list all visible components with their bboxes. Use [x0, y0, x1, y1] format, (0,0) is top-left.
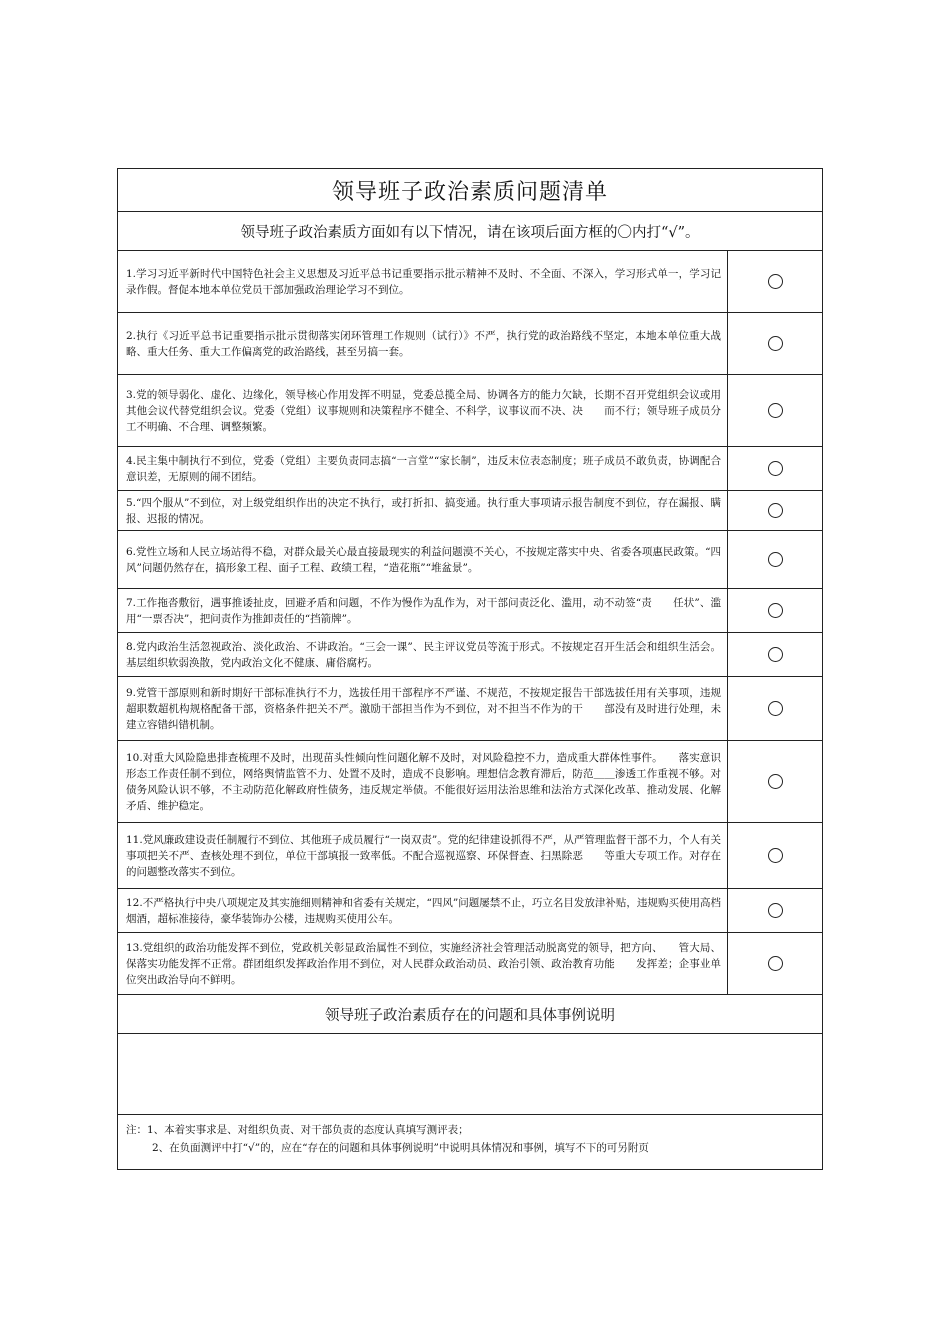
checklist-item-text: 6.党性立场和人民立场站得不稳，对群众最关心最直接最现实的利益问题漠不关心，不按规定落实中央、省委各项惠民政策。“四风”问题仍然存在，搞形象工程、面子工程、政绩工程，“造花瓶”“堆盆景”。	[126, 545, 721, 574]
checkbox-cell	[728, 251, 822, 312]
section-title: 领导班子政治素质存在的问题和具体事例说明	[325, 1007, 615, 1024]
checklist-item-5	[118, 491, 822, 531]
note-line-2: 2、在负面测评中打“√”的，应在“存在的问题和具体事例说明”中说明具体情况和事例，填写不下的可另附页	[152, 1142, 649, 1154]
checkbox-cell	[728, 889, 822, 932]
checkbox-cell	[728, 633, 822, 676]
check-circle-icon[interactable]	[768, 903, 783, 918]
check-circle-icon[interactable]	[768, 503, 783, 518]
checklist-item-1	[118, 251, 822, 313]
checklist-item-6	[118, 531, 822, 589]
checkbox-cell	[728, 375, 822, 446]
check-circle-icon[interactable]	[768, 336, 783, 351]
checklist-item-text: 8.党内政治生活忽视政治、淡化政治、不讲政治。“三会一课”、民主评议党员等流于形式。不按规定召开生活会和组织生活会。基层组织软弱涣散，党内政治文化不健康、庸俗腐朽。	[126, 640, 721, 669]
check-circle-icon[interactable]	[768, 647, 783, 662]
checklist-item-cell	[118, 313, 728, 374]
section-header-row	[118, 995, 822, 1034]
check-circle-icon[interactable]	[768, 956, 783, 971]
instruction-row	[118, 212, 822, 251]
checklist-item-text: 7.工作拖沓敷衍，遇事推诿扯皮，回避矛盾和问题，不作为慢作为乱作为，对干部问责泛化、滥用，动不动签“责 任状”、滥用“一票否决”，把问责作为推卸责任的“挡箭牌”。	[126, 596, 721, 625]
problem-description-area[interactable]	[118, 1034, 822, 1115]
checkbox-cell	[728, 491, 822, 530]
checklist-item-4	[118, 447, 822, 491]
checklist-item-cell	[118, 251, 728, 312]
checkbox-cell	[728, 589, 822, 632]
check-circle-icon[interactable]	[768, 274, 783, 289]
checkbox-cell	[728, 531, 822, 588]
check-circle-icon[interactable]	[768, 403, 783, 418]
problem-list-form	[117, 168, 823, 1170]
checklist-item-cell	[118, 375, 728, 446]
checklist-item-text: 4.民主集中制执行不到位，党委（党组）主要负责同志搞“一言堂”“家长制”，违反末位表态制度；班子成员不敢负责，协调配合意识差，无原则的闹不团结。	[126, 454, 721, 483]
check-circle-icon[interactable]	[768, 701, 783, 716]
checklist-item-9	[118, 677, 822, 741]
instruction-text: 领导班子政治素质方面如有以下情况，请在该项后面方框的〇内打“√”。	[240, 224, 700, 241]
notes	[118, 1115, 822, 1169]
checkbox-cell	[728, 313, 822, 374]
page-title: 领导班子政治素质问题清单	[331, 179, 608, 205]
checklist-item-text: 3.党的领导弱化、虚化、边缘化，领导核心作用发挥不明显，党委总揽全局、协调各方的能力欠缺，长期不召开党组织会议或用其他会议代替党组织会议。党委（党组）议事规则和决策程序不健全、不科学，议事议而不决、决 而不行；领导班子成员分工不明确、不合理、调整频繁。	[126, 388, 721, 433]
checklist-item-cell	[118, 677, 728, 740]
checklist-item-cell	[118, 531, 728, 588]
checkbox-cell	[728, 447, 822, 490]
checklist-item-text: 11.党风廉政建设责任制履行不到位、其他班子成员履行“一岗双责”。党的纪律建设抓得不严，从严管理监督干部不力，个人有关事项把关不严、查核处理不到位，单位干部填报一致率低。不配合巡视巡察、环保督查、扫黑除恶 等重大专项工作。对存在的问题整改落实不到位。	[126, 833, 721, 878]
checkbox-cell	[728, 823, 822, 888]
checklist-item-7	[118, 589, 822, 633]
check-circle-icon[interactable]	[768, 603, 783, 618]
note-line-1: 注：1、本着实事求是、对组织负责、对干部负责的态度认真填写测评表；	[126, 1124, 469, 1136]
checkbox-cell	[728, 677, 822, 740]
title-row	[118, 169, 822, 212]
checklist-item-text: 1.学习习近平新时代中国特色社会主义思想及习近平总书记重要指示批示精神不及时、不全面、不深入，学习形式单一，学习记录作假。督促本地本单位党员干部加强政治理论学习不到位。	[126, 267, 721, 296]
checklist-item-cell	[118, 589, 728, 632]
checklist-item-2	[118, 313, 822, 375]
checklist-item-text: 13.党组织的政治功能发挥不到位，党政机关彰显政治属性不到位，实施经济社会管理活动脱离党的领导，把方向、 管大局、保落实功能发挥不正常。群团组织发挥政治作用不到位，对人民群众政治动员、政治引领、政治教育功能 发挥差；企事业单位突出政治导向不鲜明。	[126, 941, 721, 986]
checkbox-cell	[728, 933, 822, 994]
checklist-item-10	[118, 741, 822, 823]
checklist-item-13	[118, 933, 822, 995]
checklist-item-12	[118, 889, 822, 933]
checkbox-cell	[728, 741, 822, 822]
checklist-item-cell	[118, 633, 728, 676]
checklist-item-11	[118, 823, 822, 889]
checklist-item-cell	[118, 741, 728, 822]
checklist-item-text: 10.对重大风险隐患排查梳理不及时，出现苗头性倾向性问题化解不及时，对风险稳控不力，造成重大群体性事件。 落实意识形态工作责任制不到位，网络舆情监管不力、处置不及时，造成不良影响。理想信念教育滞后，防范＿＿渗透工作重视不够。对债务风险认识不够，不主动防范化解政府性债务，违反规定举债。不能很好运用法治思维和法治方式深化改革、推动发展、化解矛盾、维护稳定。	[126, 751, 721, 812]
checklist-item-cell	[118, 889, 728, 932]
checklist-item-text: 9.党管干部原则和新时期好干部标准执行不力，选拔任用干部程序不严谨、不规范，不按规定报告干部选拔任用有关事项，违规超职数超机构规格配备干部，资格条件把关不严。激励干部担当作为不到位，对不担当不作为的干 部没有及时进行处理，未建立容错纠错机制。	[126, 686, 721, 731]
check-circle-icon[interactable]	[768, 461, 783, 476]
checklist-item-cell	[118, 933, 728, 994]
checklist	[118, 251, 822, 995]
checklist-item-8	[118, 633, 822, 677]
checklist-item-text: 12.不严格执行中央八项规定及其实施细则精神和省委有关规定，“四风”问题屡禁不止，巧立名目发放津补贴，违规购买使用高档烟酒，超标准接待，豪华装饰办公楼，违规购买使用公车。	[126, 896, 721, 925]
checklist-item-cell	[118, 447, 728, 490]
check-circle-icon[interactable]	[768, 774, 783, 789]
check-circle-icon[interactable]	[768, 552, 783, 567]
checklist-item-cell	[118, 491, 728, 530]
checklist-item-cell	[118, 823, 728, 888]
checklist-item-3	[118, 375, 822, 447]
checklist-item-text: 2.执行《习近平总书记重要指示批示贯彻落实闭环管理工作规则（试行）》不严，执行党的政治路线不坚定，本地本单位重大战略、重大任务、重大工作偏离党的政治路线，甚至另搞一套。	[126, 329, 721, 358]
check-circle-icon[interactable]	[768, 848, 783, 863]
checklist-item-text: 5.“四个服从”不到位，对上级党组织作出的决定不执行，或打折扣、搞变通。执行重大事项请示报告制度不到位，存在漏报、瞒报、迟报的情况。	[126, 496, 721, 525]
